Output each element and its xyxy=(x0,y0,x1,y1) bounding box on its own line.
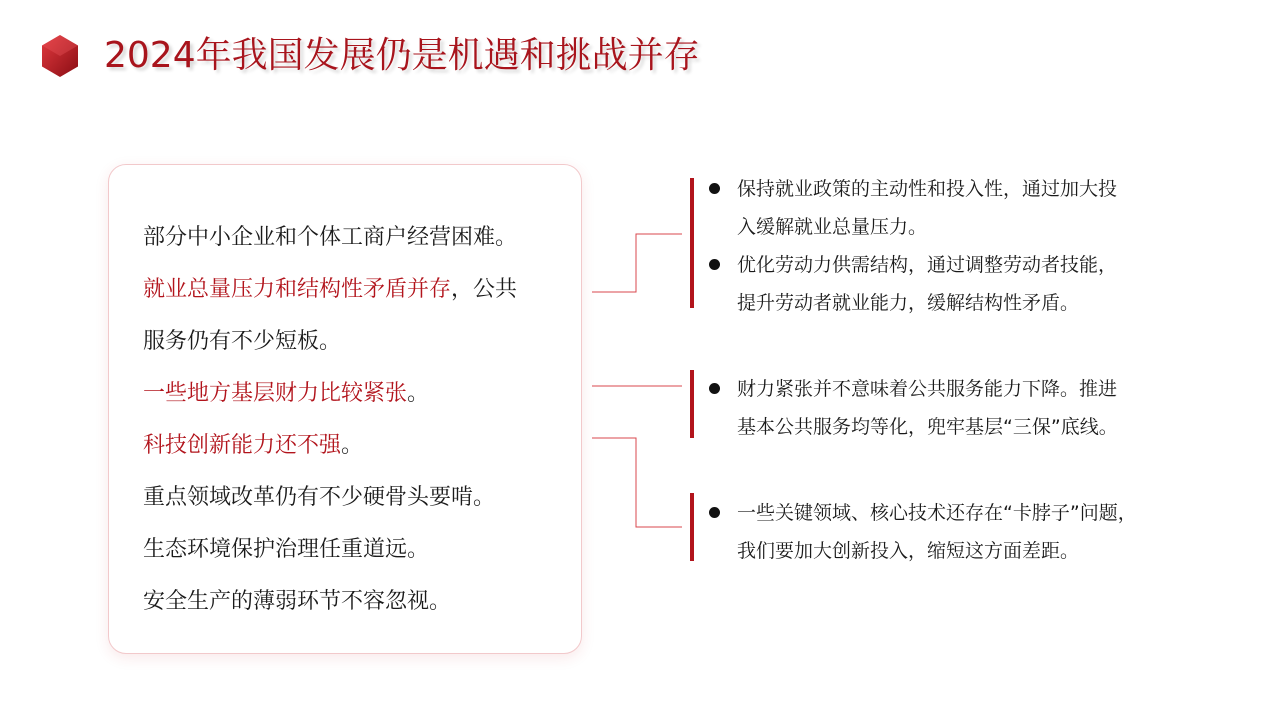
point-text: 提升劳动者就业能力，缓解结构性矛盾。 xyxy=(737,292,1080,314)
challenge-text: ，公共 xyxy=(451,277,518,302)
connector-technology xyxy=(592,438,682,527)
bullet-point xyxy=(708,170,1208,246)
challenge-line: 安全生产的薄弱环节不容忽视。 xyxy=(143,589,452,614)
finance-measures xyxy=(708,370,1208,446)
challenge-line: 服务仍有不少短板。 xyxy=(143,329,342,354)
employment-measures xyxy=(708,170,1208,322)
page-title: 2024年我国发展仍是机遇和挑战并存 xyxy=(104,35,700,76)
technology-measures xyxy=(708,494,1208,570)
point-text: 基本公共服务均等化，兜牢基层“三保”底线。 xyxy=(737,416,1118,438)
bullet-point xyxy=(708,246,1208,322)
challenge-highlight: 就业总量压力和结构性矛盾并存 xyxy=(143,277,452,302)
bullet-point xyxy=(708,370,1208,446)
point-text: 一些关键领域、核心技术还存在“卡脖子”问题， xyxy=(737,502,1137,524)
point-text: 优化劳动力供需结构，通过调整劳动者技能， xyxy=(737,254,1118,276)
bullet-point xyxy=(708,494,1208,570)
challenge-highlight: 一些地方基层财力比较紧张 xyxy=(143,381,408,406)
point-text: 保持就业政策的主动性和投入性，通过加大投 xyxy=(737,178,1118,200)
point-text: 入缓解就业总量压力。 xyxy=(737,216,928,238)
challenge-line: 部分中小企业和个体工商户经营困难。 xyxy=(143,225,518,250)
challenge-highlight: 科技创新能力还不强 xyxy=(143,433,342,458)
point-text: 我们要加大创新投入，缩短这方面差距。 xyxy=(737,540,1080,562)
challenge-text: 。 xyxy=(407,381,430,406)
accent-bar-employment xyxy=(690,178,694,308)
challenge-text: 。 xyxy=(341,433,364,458)
bullet-dot-icon xyxy=(709,259,720,270)
accent-bar-finance xyxy=(690,370,694,438)
connector-employment xyxy=(592,234,682,292)
point-text: 财力紧张并不意味着公共服务能力下降。推进 xyxy=(737,378,1118,400)
bullet-dot-icon xyxy=(709,183,720,194)
challenge-line: 重点领域改革仍有不少硬骨头要啃。 xyxy=(143,485,496,510)
challenge-line: 生态环境保护治理任重道远。 xyxy=(143,537,430,562)
bullet-dot-icon xyxy=(709,507,720,518)
accent-bar-technology xyxy=(690,493,694,561)
bullet-dot-icon xyxy=(709,383,720,394)
